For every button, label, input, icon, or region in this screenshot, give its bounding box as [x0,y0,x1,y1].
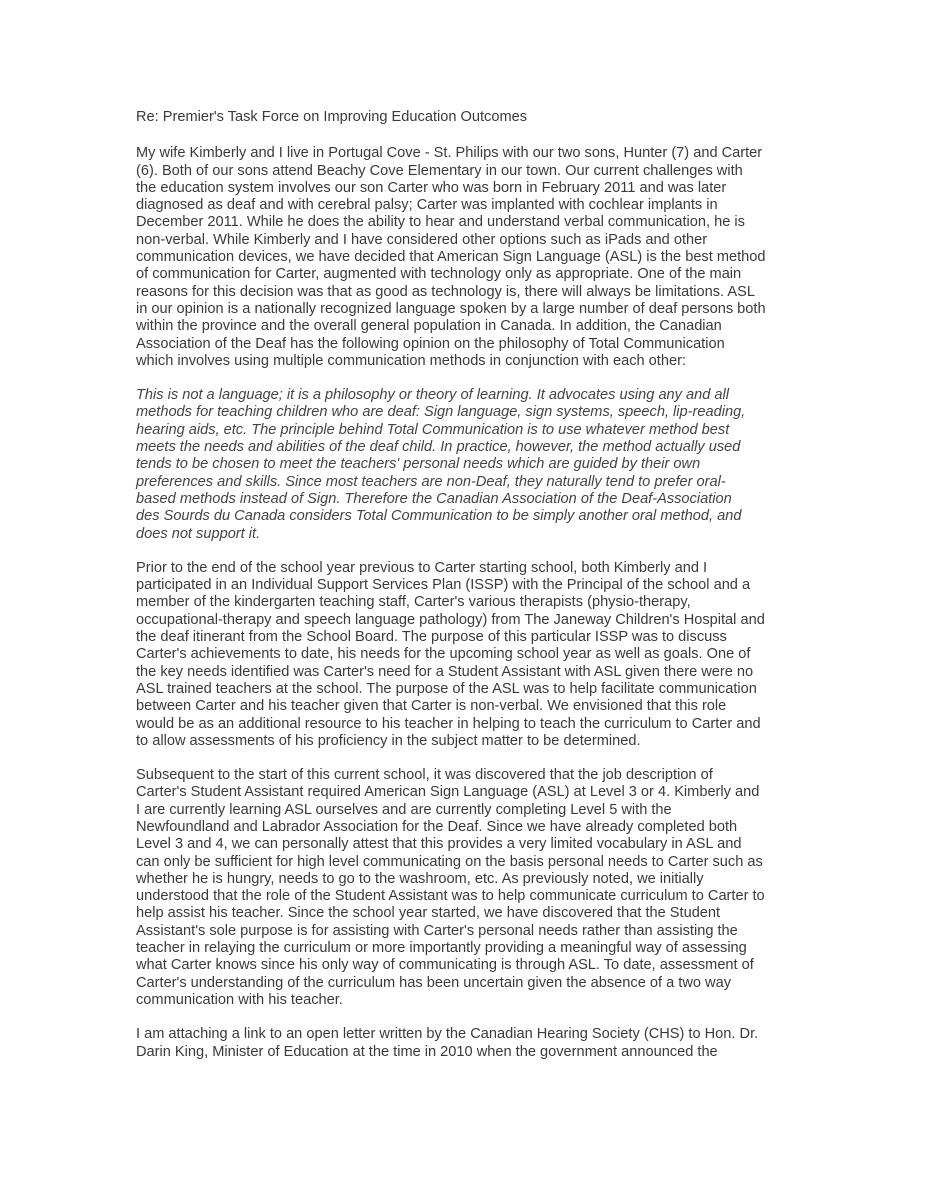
text-line: of communication for Carter, augmented with technology only as appropriate. One of the main [136,266,742,283]
text-line: December 2011. While he does the ability to hear and understand verbal communication, he is [136,214,745,231]
paragraph [136,1026,796,1061]
text-line: diagnosed as deaf and with cerebral palsy; Carter was implanted with cochlear implants in [136,197,718,214]
paragraph [136,145,796,370]
text-line: Subsequent to the start of this current school, it was discovered that the job description of [136,767,713,784]
text-line: teacher in relaying the curriculum or more importantly providing a meaningful way of assessing [136,940,747,957]
text-line: I am attaching a link to an open letter written by the Canadian Hearing Society (CHS) to Hon. Dr. [136,1026,759,1043]
text-line: which involves using multiple communication methods in conjunction with each other: [136,352,686,369]
text-line: hearing aids, etc. The principle behind Total Communication is to use whatever method best [136,421,730,438]
text-line: occupational-therapy and speech language pathology) from The Janeway Children's Hospital and [136,611,765,628]
text-line: Carter's understanding of the curriculum has been uncertain given the absence of a two way [136,974,731,991]
text-line: member of the kindergarten teaching staff, Carter's various therapists (physio-therapy, [136,594,691,611]
text-line: (6). Both of our sons attend Beachy Cove Elementary in our town. Our current challenges with [136,162,743,179]
text-line: Association of the Deaf has the following opinion on the philosophy of Total Communication [136,335,725,352]
text-line: understood that the role of the Student Assistant was to help communicate curriculum to Carter to [136,888,765,905]
text-line: I are currently learning ASL ourselves and are currently completing Level 5 with the [136,801,672,818]
text-line: non-verbal. While Kimberly and I have considered other options such as iPads and other [136,231,708,248]
text-line: help assist his teacher. Since the school year started, we have discovered that the Student [136,905,721,922]
text-line: communication devices, we have decided that American Sign Language (ASL) is the best method [136,249,766,266]
text-line: Newfoundland and Labrador Association for the Deaf. Since we have already completed both [136,818,738,835]
text-line: This is not a language; it is a philosophy or theory of learning. It advocates using any and all [136,387,730,404]
text-line: meets the needs and abilities of the deaf child. In practice, however, the method actually used [136,439,741,456]
text-line: reasons for this decision was that as good as technology is, there will always be limitations. ASL [136,283,755,300]
text-line: methods for teaching children who are deaf: Sign language, sign systems, speech, lip-reading, [136,404,746,421]
text-line: My wife Kimberly and I live in Portugal Cove - St. Philips with our two sons, Hunter (7) and Carter [136,145,763,162]
text-line: within the province and the overall general population in Canada. In addition, the Canadian [136,318,722,335]
paragraphs-container [136,145,796,1061]
subject-line: Re: Premier's Task Force on Improving Education Outcomes [136,109,528,125]
text-line: does not support it. [136,525,261,542]
text-line: Level 3 and 4, we can personally attest that this provides a very limited vocabulary in ASL and [136,836,742,853]
text-line: Prior to the end of the school year previous to Carter starting school, both Kimberly and I [136,559,708,576]
text-line: preferences and skills. Since most teachers are non-Deaf, they naturally tend to prefer oral- [136,473,726,490]
text-line: the deaf itinerant from the School Board. The purpose of this particular ISSP was to discuss [136,629,727,646]
text-line: in our opinion is a nationally recognized language spoken by a large number of deaf persons both [136,300,766,317]
letter-body [136,109,796,1078]
text-line: des Sourds du Canada considers Total Communication to be simply another oral method, and [136,508,742,525]
text-line: communication with his teacher. [136,991,343,1008]
text-line: the key needs identified was Carter's need for a Student Assistant with ASL given there were no [136,663,754,680]
text-line: tends to be chosen to meet the teachers' personal needs which are guided by their own [136,456,701,473]
block-quote [136,387,796,543]
text-line: based methods instead of Sign. Therefore the Canadian Association of the Deaf-Association [136,490,732,507]
text-line: whether he is hungry, needs to go to the washroom, etc. As previously noted, we initially [136,870,704,887]
text-line: Carter's Student Assistant required American Sign Language (ASL) at Level 3 or 4. Kimberly and [136,784,760,801]
text-line: Assistant's sole purpose is for assisting with Carter's personal needs rather than assisting the [136,922,738,939]
text-line: would be as an additional resource to his teacher in helping to teach the curriculum to Carter and [136,715,761,732]
text-line: between Carter and his teacher given that Carter is non-verbal. We envisioned that this role [136,698,727,715]
text-line: what Carter knows since his only way of communicating is through ASL. To date, assessment of [136,957,754,974]
paragraph [136,560,796,750]
text-line: Darin King, Minister of Education at the time in 2010 when the government announced the [136,1043,718,1060]
text-line: the education system involves our son Carter who was born in February 2011 and was later [136,179,727,196]
text-line: ASL trained teachers at the school. The purpose of the ASL was to help facilitate communication [136,680,757,697]
text-line: can only be sufficient for high level communicating on the basis personal needs to Carter such as [136,853,763,870]
text-line: Carter's achievements to date, his needs for the upcoming school year as well as goals. One of [136,646,751,663]
text-line: to allow assessments of his proficiency in the subject matter to be determined. [136,732,641,749]
paragraph [136,767,796,1009]
text-line: participated in an Individual Support Services Plan (ISSP) with the Principal of the school and a [136,577,751,594]
